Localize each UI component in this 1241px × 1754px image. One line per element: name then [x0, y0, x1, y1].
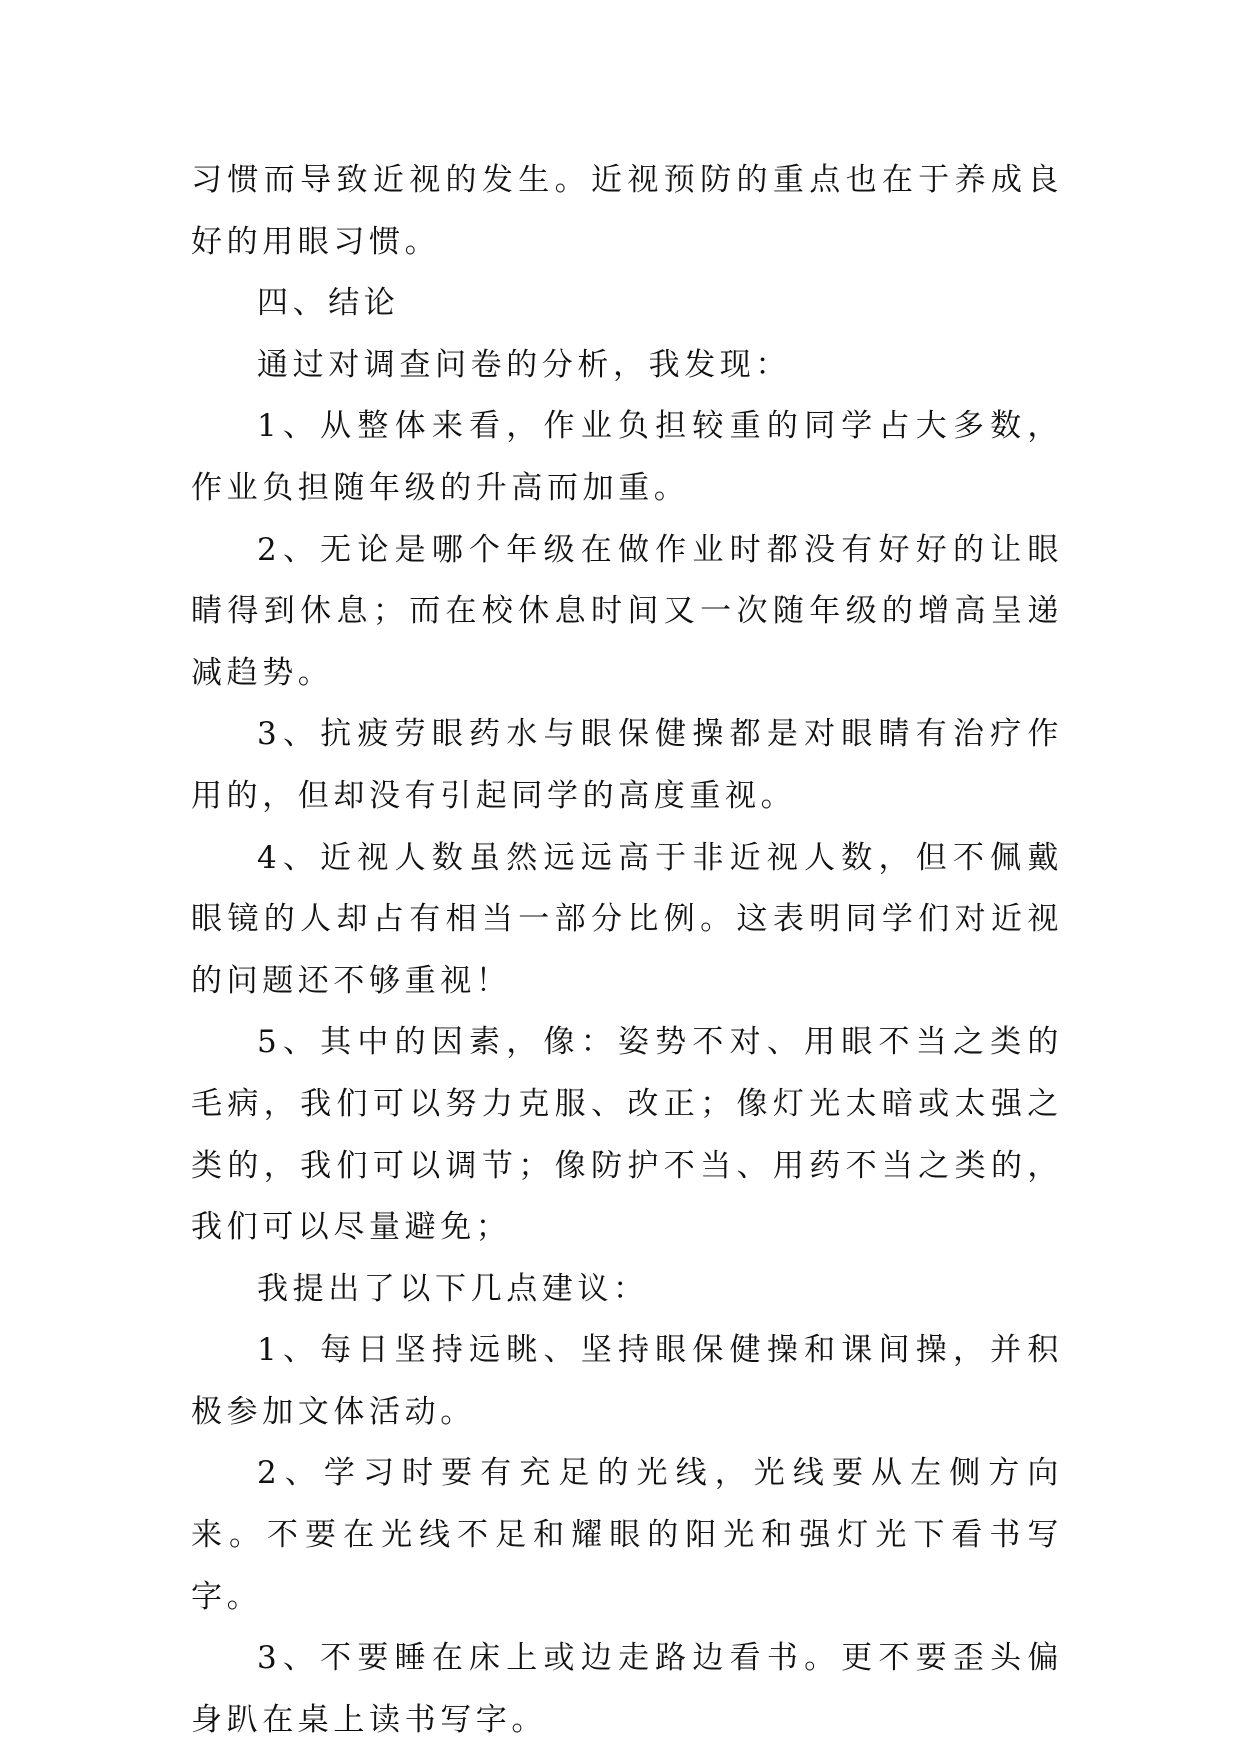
- finding-item-5: 5、其中的因素，像：姿势不对、用眼不当之类的毛病，我们可以努力克服、改正；像灯光太暗或太强之类的，我们可以调节；像防护不当、用药不当之类的，我们可以尽量避免；: [191, 1024, 1063, 1246]
- finding-item-3: 3、抗疲劳眼药水与眼保健操都是对眼睛有治疗作用的，但却没有引起同学的高度重视。: [191, 716, 1063, 814]
- paragraph-intro-findings: 通过对调查问卷的分析，我发现：: [257, 346, 791, 383]
- paragraph-continuation: 习惯而导致近视的发生。近视预防的重点也在于养成良好的用眼习惯。: [191, 162, 1063, 260]
- finding-item-1: 1、从整体来看，作业负担较重的同学占大多数，作业负担随年级的升高而加重。: [191, 408, 1063, 506]
- paragraph-intro-suggestions: 我提出了以下几点建议：: [257, 1270, 649, 1307]
- section-heading-conclusion: 四、结论: [257, 285, 400, 322]
- suggestion-item-2: 2、学习时要有充足的光线，光线要从左侧方向来。不要在光线不足和耀眼的阳光和强灯光下看书写字。: [191, 1455, 1063, 1615]
- finding-item-2: 2、无论是哪个年级在做作业时都没有好好的让眼睛得到休息；而在校休息时间又一次随年级的增高呈递减趋势。: [191, 531, 1063, 691]
- suggestion-item-1: 1、每日坚持远眺、坚持眼保健操和课间操，并积极参加文体活动。: [191, 1332, 1063, 1430]
- finding-item-4: 4、近视人数虽然远远高于非近视人数，但不佩戴眼镜的人却占有相当一部分比例。这表明同学们对近视的问题还不够重视！: [191, 839, 1063, 999]
- document-body: [191, 150, 1063, 1751]
- suggestion-item-3: 3、不要睡在床上或边走路边看书。更不要歪头偏身趴在桌上读书写字。: [191, 1640, 1063, 1738]
